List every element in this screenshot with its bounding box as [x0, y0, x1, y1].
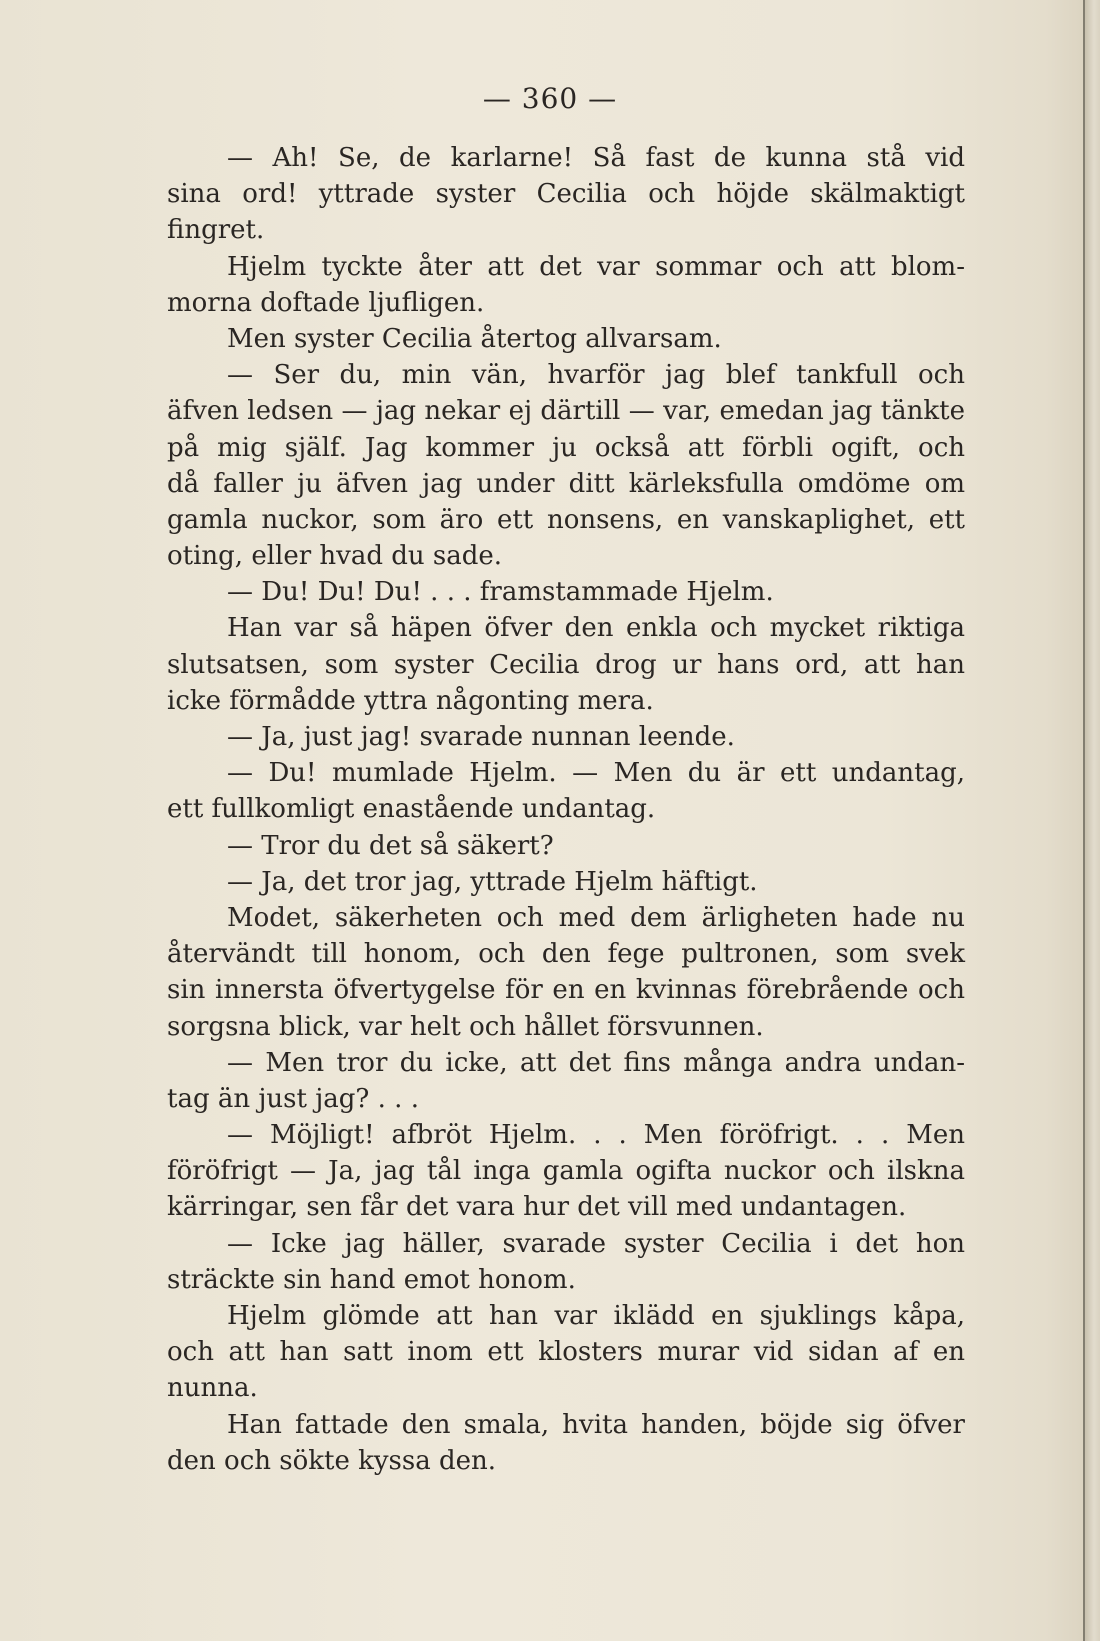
- text-line: — Ja, just jag! svarade nunnan leende.: [227, 722, 735, 752]
- text-line: på mig själf. Jag kommer ju också att förbli ogift, och: [167, 432, 965, 463]
- text-line: Hjelm tyckte åter att det var sommar och att blom-: [227, 251, 965, 282]
- text-line: nunna.: [167, 1373, 258, 1404]
- text-line: då faller ju äfven jag under ditt kärleksfulla omdöme om: [167, 468, 965, 499]
- text-line: — Du! mumlade Hjelm. — Men du är ett undantag,: [227, 758, 965, 789]
- text-line: ett fullkomligt enastående undantag.: [167, 794, 656, 825]
- body-text: [167, 140, 965, 1479]
- page-edge-strip: [1085, 0, 1100, 1641]
- text-line: Han var så häpen öfver den enkla och mycket riktiga: [227, 613, 965, 644]
- text-line: den och sökte kyssa den.: [167, 1445, 497, 1476]
- text-line: icke förmådde yttra någonting mera.: [167, 685, 654, 716]
- text-line: tag än just jag? . . .: [167, 1083, 419, 1114]
- text-line: — Du! Du! Du! . . . framstammade Hjelm.: [227, 577, 774, 608]
- page-number: — 360 —: [482, 82, 618, 115]
- text-line: kärringar, sen får det vara hur det vill med undantagen.: [167, 1192, 907, 1223]
- text-line: sin innersta öfvertygelse för en en kvinnas förebrående och: [167, 975, 965, 1006]
- text-line: Modet, säkerheten och med dem ärligheten hade nu: [227, 902, 965, 933]
- text-line: — Möjligt! afbröt Hjelm. . . Men föröfrigt. . . Men: [227, 1120, 965, 1151]
- text-line: — Ja, det tror jag, yttrade Hjelm häftigt.: [227, 866, 758, 897]
- text-line: äfven ledsen — jag nekar ej därtill — var, emedan jag tänkte: [167, 396, 965, 427]
- text-line: och att han satt inom ett klosters murar vid sidan af en: [167, 1337, 965, 1368]
- text-line: sträckte sin hand emot honom.: [167, 1264, 576, 1295]
- text-line: — Men tror du icke, att det fins många andra undan-: [227, 1047, 965, 1078]
- text-line: — Tror du det så säkert?: [227, 830, 554, 861]
- text-line: Hjelm glömde att han var iklädd en sjuklings kåpa,: [227, 1301, 965, 1331]
- text-line: föröfrigt — Ja, jag tål inga gamla ogifta nuckor och ilskna: [167, 1156, 965, 1187]
- text-line: gamla nuckor, som äro ett nonsens, en vanskaplighet, ett: [167, 504, 965, 535]
- text-line: — Ser du, min vän, hvarför jag blef tankfull och: [227, 360, 965, 391]
- text-line: Men syster Cecilia återtog allvarsam.: [227, 323, 722, 354]
- text-line: morna doftade ljufligen.: [167, 287, 485, 318]
- text-line: fingret.: [167, 215, 265, 246]
- text-line: oting, eller hvad du sade.: [167, 541, 503, 572]
- text-line: — Ah! Se, de karlarne! Så fast de kunna stå vid: [227, 143, 965, 173]
- text-line: — Icke jag häller, svarade syster Cecilia i det hon: [227, 1228, 965, 1259]
- text-line: sina ord! yttrade syster Cecilia och höjde skälmaktigt: [167, 179, 965, 210]
- text-line: slutsatsen, som syster Cecilia drog ur hans ord, att han: [167, 649, 965, 680]
- text-line: Han fattade den smala, hvita handen, böjde sig öfver: [227, 1409, 965, 1440]
- text-line: sorgsna blick, var helt och hållet försvunnen.: [167, 1011, 764, 1042]
- text-line: återvändt till honom, och den fege pultronen, som svek: [167, 939, 965, 970]
